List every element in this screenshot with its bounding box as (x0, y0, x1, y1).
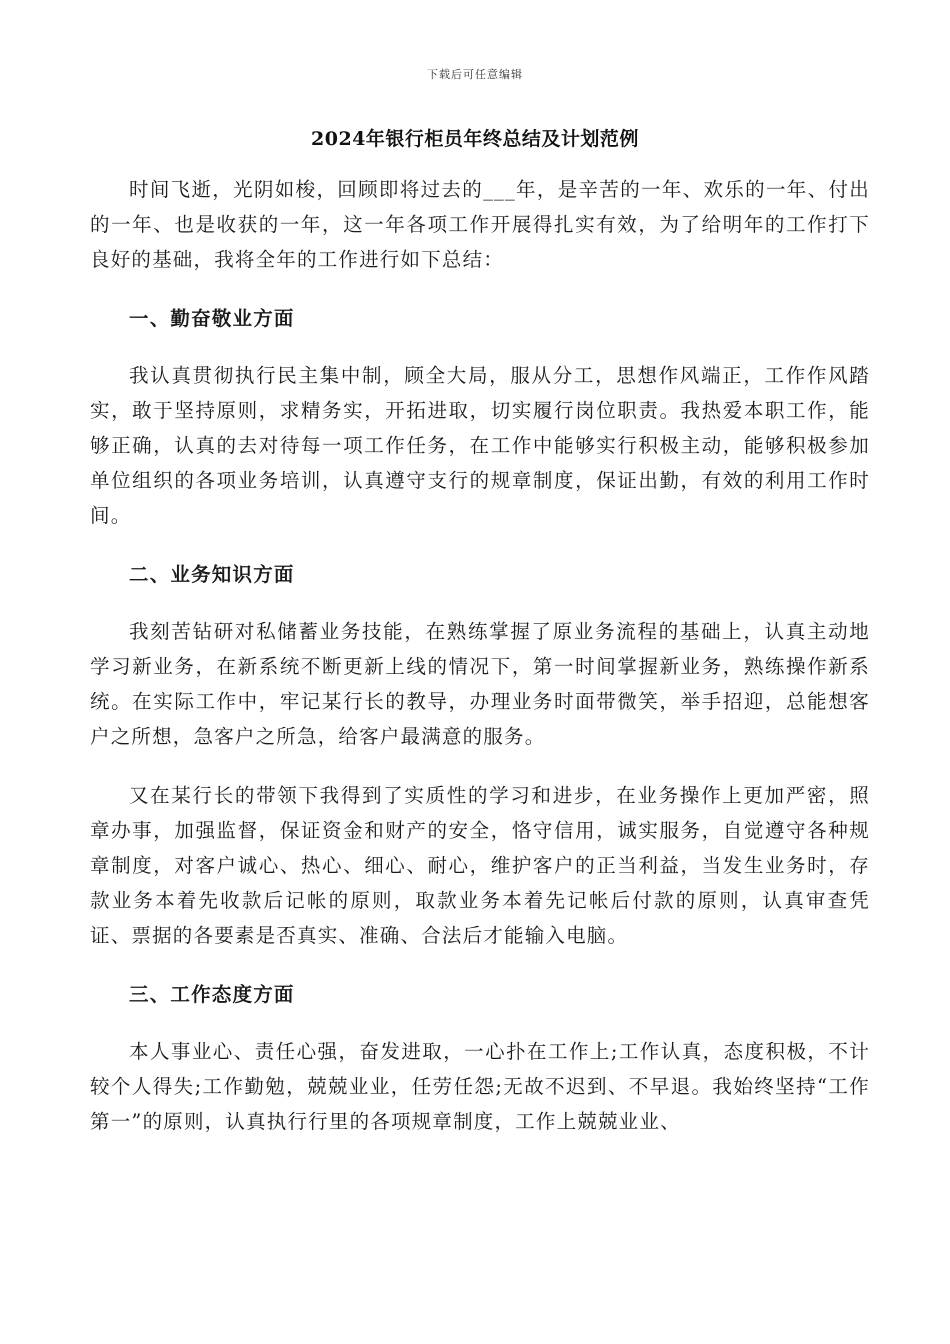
section-paragraph: 本人事业心、责任心强，奋发进取，一心扑在工作上;工作认真，态度积极，不计较个人得失;工作勤勉，兢兢业业，任劳任怨;无故不迟到、不早退。我始终坚持“工作第一”的原则，认真执行行里的各项规章制度，工作上兢兢业业、 (90, 1040, 870, 1133)
section-heading-knowledge: 二、业务知识方面 (129, 563, 295, 586)
intro-paragraph: 时间飞逝，光阴如梭，回顾即将过去的___年，是辛苦的一年、欢乐的一年、付出的一年、也是收获的一年，这一年各项工作开展得扎实有效，为了给明年的工作打下良好的基础，我将全年的工作进行如下总结： (90, 178, 870, 271)
section-heading-attitude: 三、工作态度方面 (129, 983, 295, 1006)
section-paragraph: 我刻苦钻研对私储蓄业务技能，在熟练掌握了原业务流程的基础上，认真主动地学习新业务，在新系统不断更新上线的情况下，第一时间掌握新业务，熟练操作新系统。在实际工作中，牢记某行长的教导，办理业务时面带微笑，举手招迎，总能想客户之所想，急客户之所急，给客户最满意的服务。 (90, 620, 870, 748)
section-paragraph: 我认真贯彻执行民主集中制，顾全大局，服从分工，思想作风端正，工作作风踏实，敢于坚持原则，求精务实，开拓进取，切实履行岗位职责。我热爱本职工作，能够正确，认真的去对待每一项工作任务，在工作中能够实行积极主动，能够积极参加单位组织的各项业务培训，认真遵守支行的规章制度，保证出勤，有效的利用工作时间。 (90, 364, 870, 527)
document-body (90, 172, 870, 1139)
section-paragraph: 又在某行长的带领下我得到了实质性的学习和进步，在业务操作上更加严密，照章办事，加强监督，保证资金和财产的安全，恪守信用，诚实服务，自觉遵守各种规章制度，对客户诚心、热心、细心、耐心，维护客户的正当利益，当发生业务时，存款业务本着先收款后记帐的原则，取款业务本着先记帐后付款的原则，认真审查凭证、票据的各要素是否真实、准确、合法后才能输入电脑。 (90, 784, 870, 947)
section-heading-diligence: 一、勤奋敬业方面 (129, 307, 295, 330)
header-note: 下载后可任意编辑 (427, 68, 523, 81)
document-title: 2024年银行柜员年终总结及计划范例 (311, 128, 639, 150)
